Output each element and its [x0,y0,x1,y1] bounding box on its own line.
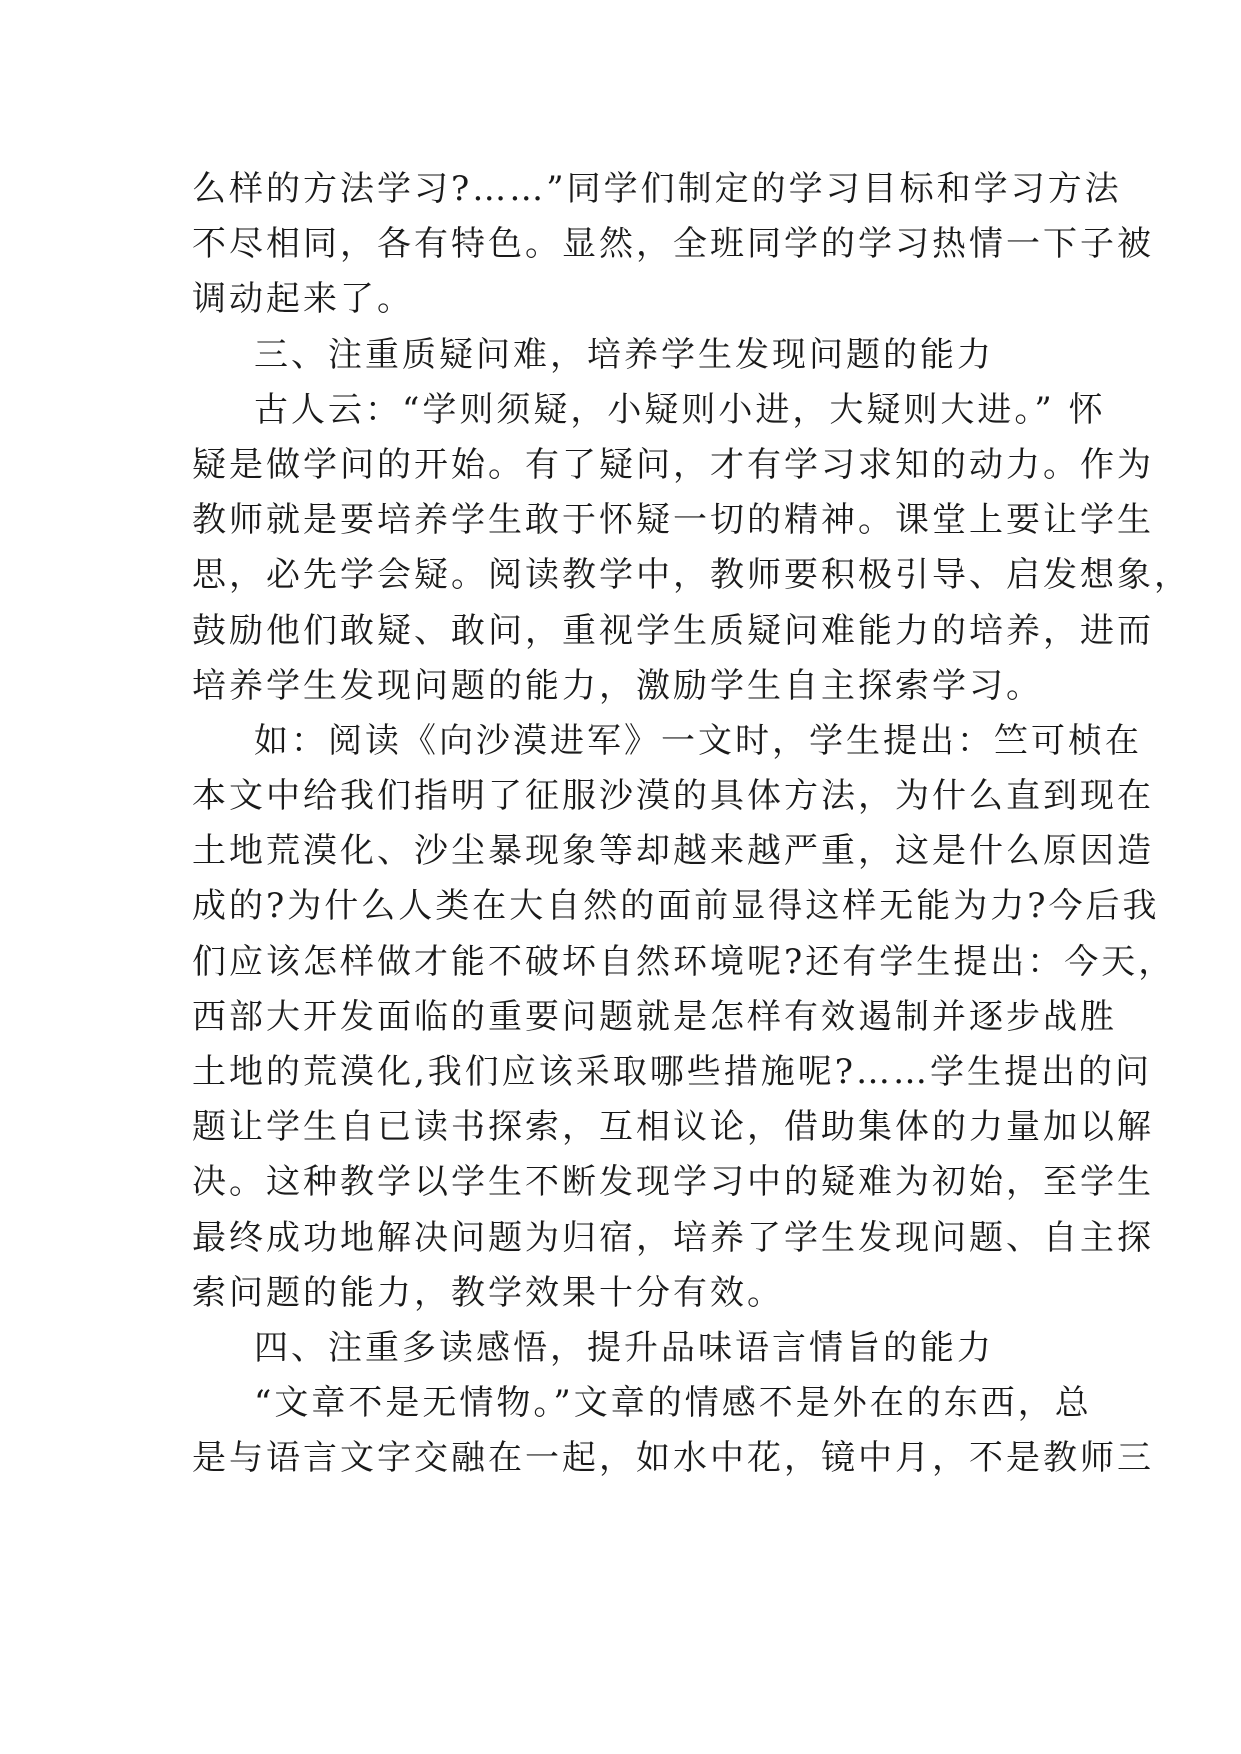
paragraph-first-line: 如：阅读《向沙漠进军》一文时，学生提出：竺可桢在 [254,720,1142,761]
text-line: 鼓励他们敢疑、敢问，重视学生质疑问难能力的培养，进而 [192,610,1154,651]
text-line: 们应该怎样做才能不破坏自然环境呢?还有学生提出：今天， [192,941,1176,982]
paragraph-first-line: “文章不是无情物。”文章的情感不是外在的东西，总 [254,1383,1092,1424]
text-line: 教师就是要培养学生敢于怀疑一切的精神。课堂上要让学生 [192,500,1154,541]
text-line: 么样的方法学习?……”同学们制定的学习目标和学习方法 [192,169,1122,209]
text-line: 成的?为什么人类在大自然的面前显得这样无能为力?今后我 [192,886,1160,927]
text-line: 土地的荒漠化,我们应该采取哪些措施呢?……学生提出的问 [192,1052,1153,1092]
text-line: 培养学生发现问题的能力，激励学生自主探索学习。 [192,665,1043,706]
text-line: 土地荒漠化、沙尘暴现象等却越来越严重，这是什么原因造 [192,831,1154,872]
body-text [192,162,1191,1487]
text-line: 题让学生自已读书探索，互相议论，借助集体的力量加以解 [192,1107,1154,1148]
text-line: 决。这种教学以学生不断发现学习中的疑难为初始，至学生 [192,1162,1154,1203]
text-line: 调动起来了。 [192,279,414,320]
text-line: 是与语言文字交融在一起，如水中花，镜中月，不是教师三 [192,1438,1154,1479]
text-line: 思，必先学会疑。阅读教学中，教师要积极引导、启发想象， [192,555,1191,596]
paragraph-first-line: 古人云：“学则须疑，小疑则小进，大疑则大进。” 怀 [254,389,1106,430]
text-line: 西部大开发面临的重要问题就是怎样有效遏制并逐步战胜 [192,996,1117,1037]
section-heading: 四、注重多读感悟，提升品味语言情旨的能力 [254,1327,994,1368]
section-heading: 三、注重质疑问难，培养学生发现问题的能力 [254,334,994,375]
text-line: 本文中给我们指明了征服沙漠的具体方法，为什么直到现在 [192,776,1154,817]
text-line: 疑是做学问的开始。有了疑问，才有学习求知的动力。作为 [192,444,1154,485]
text-line: 索问题的能力，教学效果十分有效。 [192,1272,784,1313]
text-line: 最终成功地解决问题为归宿，培养了学生发现问题、自主探 [192,1217,1154,1258]
text-line: 不尽相同，各有特色。显然，全班同学的学习热情一下子被 [192,224,1154,265]
